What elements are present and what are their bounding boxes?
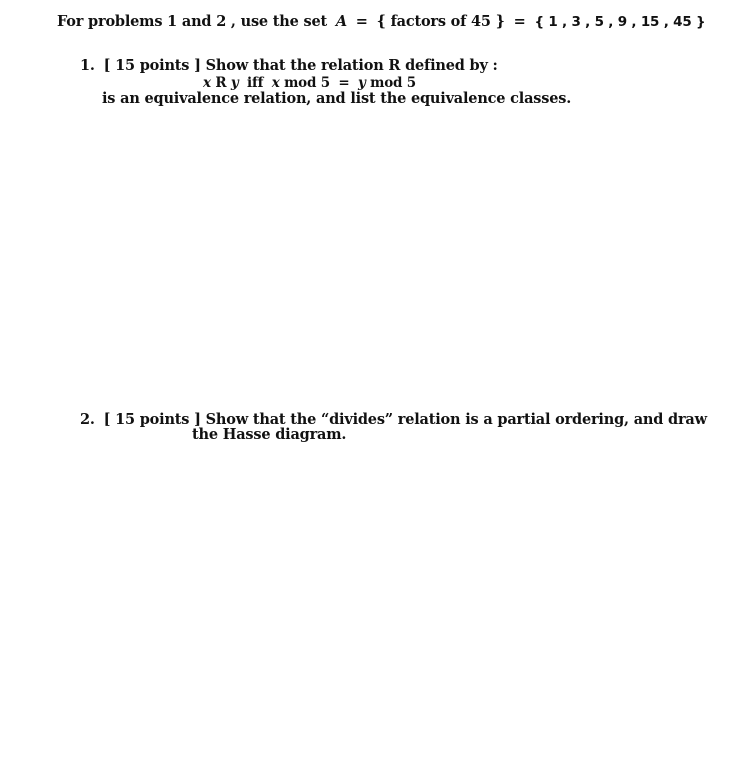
problem-1-heading	[80, 57, 498, 74]
problem-2-prompt: Show that the “divides” relation is a partial ordering, and draw	[205, 411, 707, 428]
problem-1-prompt: Show that the relation R defined by :	[205, 57, 498, 74]
problem-2-heading	[80, 411, 707, 428]
def-x2: x	[271, 75, 280, 91]
def-mod-2: mod 5	[370, 75, 416, 91]
intro-prefix: For problems 1 and 2 , use the set	[57, 13, 328, 30]
problem-2-tail: the Hasse diagram.	[192, 426, 347, 443]
intro-equals: =	[355, 13, 368, 30]
set-values: { 1 , 3 , 5 , 9 , 15 , 45 }	[534, 14, 706, 30]
relation-definition	[203, 75, 416, 91]
problem-1-number: 1.	[80, 57, 95, 74]
problem-2-points: [ 15 points ]	[103, 411, 201, 428]
set-description: { factors of 45 }	[376, 13, 505, 30]
problem-2-number: 2.	[80, 411, 95, 428]
set-variable: A	[335, 13, 347, 30]
def-x: x	[203, 75, 211, 91]
intro-statement	[57, 13, 705, 30]
def-y: y	[230, 75, 239, 91]
def-r: R	[215, 75, 227, 91]
def-iff: iff	[247, 75, 264, 91]
problem-1-points: [ 15 points ]	[103, 57, 201, 74]
intro-equals-2: =	[513, 13, 526, 30]
problem-1-tail: is an equivalence relation, and list the equivalence classes.	[102, 90, 572, 107]
def-mod-1: mod 5	[284, 75, 330, 91]
def-y2: y	[358, 75, 366, 91]
def-equals: =	[338, 75, 350, 91]
